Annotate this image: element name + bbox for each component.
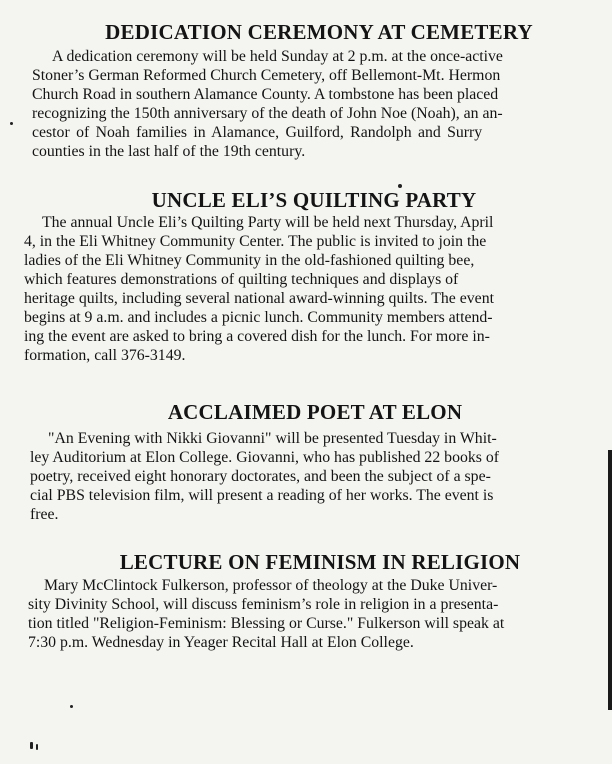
article-line: Stoner’s German Reformed Church Cemetery, off Bellemont-Mt. Hermon (32, 67, 501, 84)
article-line: cial PBS television film, will present a reading of her works. The event is (30, 487, 494, 504)
article-line: tion titled "Religion-Feminism: Blessing or Curse." Fulkerson will speak at (28, 615, 505, 632)
article-line: Mary McClintock Fulkerson, professor of theology at the Duke Univer- (44, 577, 498, 594)
article-line: 4, in the Eli Whitney Community Center. The public is invited to join the (24, 233, 487, 250)
article-line: free. (30, 506, 59, 523)
article-lecture-feminism (0, 550, 612, 651)
article-line: begins at 9 a.m. and includes a picnic lunch. Community members attend- (24, 309, 493, 326)
column-rule (608, 450, 612, 710)
headline: UNCLE ELI’S QUILTING PARTY (151, 188, 477, 212)
article-line: counties in the last half of the 19th century. (32, 143, 306, 160)
article-line: recognizing the 150th anniversary of the death of John Noe (Noah), an an- (32, 105, 503, 122)
scan-speck (36, 744, 38, 750)
article-line: A dedication ceremony will be held Sunday at 2 p.m. at the once-active (52, 48, 503, 65)
article-line: formation, call 376-3149. (24, 347, 186, 364)
article-line: 7:30 p.m. Wednesday in Yeager Recital Hall at Elon College. (28, 634, 414, 651)
scan-speck (10, 122, 13, 125)
scan-speck (30, 742, 33, 749)
headline: LECTURE ON FEMINISM IN RELIGION (119, 550, 521, 574)
article-dedication-ceremony (0, 20, 612, 160)
article-line: "An Evening with Nikki Giovanni" will be presented Tuesday in Whit- (48, 430, 497, 447)
article-acclaimed-poet (0, 400, 612, 523)
article-line: ley Auditorium at Elon College. Giovanni, who has published 22 books of (30, 449, 500, 466)
article-line: The annual Uncle Eli’s Quilting Party will be held next Thursday, April (42, 214, 494, 231)
article-quilting-party (0, 188, 612, 364)
scan-speck (70, 705, 73, 708)
headline: DEDICATION CEREMONY AT CEMETERY (105, 20, 533, 44)
article-line: Church Road in southern Alamance County. A tombstone has been placed (32, 86, 499, 103)
headline: ACCLAIMED POET AT ELON (167, 400, 463, 424)
article-line: heritage quilts, including several national award-winning quilts. The event (24, 290, 494, 307)
article-line: which features demonstrations of quilting techniques and displays of (24, 271, 459, 288)
article-line: ing the event are asked to bring a covered dish for the lunch. For more in- (24, 328, 490, 345)
article-line: cestor of Noah families in Alamance, Guilford, Randolph and Surry (32, 124, 483, 141)
scan-speck (398, 184, 402, 188)
article-line: poetry, received eight honorary doctorates, and been the subject of a spe- (30, 468, 491, 485)
article-line: ladies of the Eli Whitney Community in the old-fashioned quilting bee, (24, 252, 475, 269)
article-line: sity Divinity School, will discuss feminism’s role in religion in a presenta- (28, 596, 499, 613)
